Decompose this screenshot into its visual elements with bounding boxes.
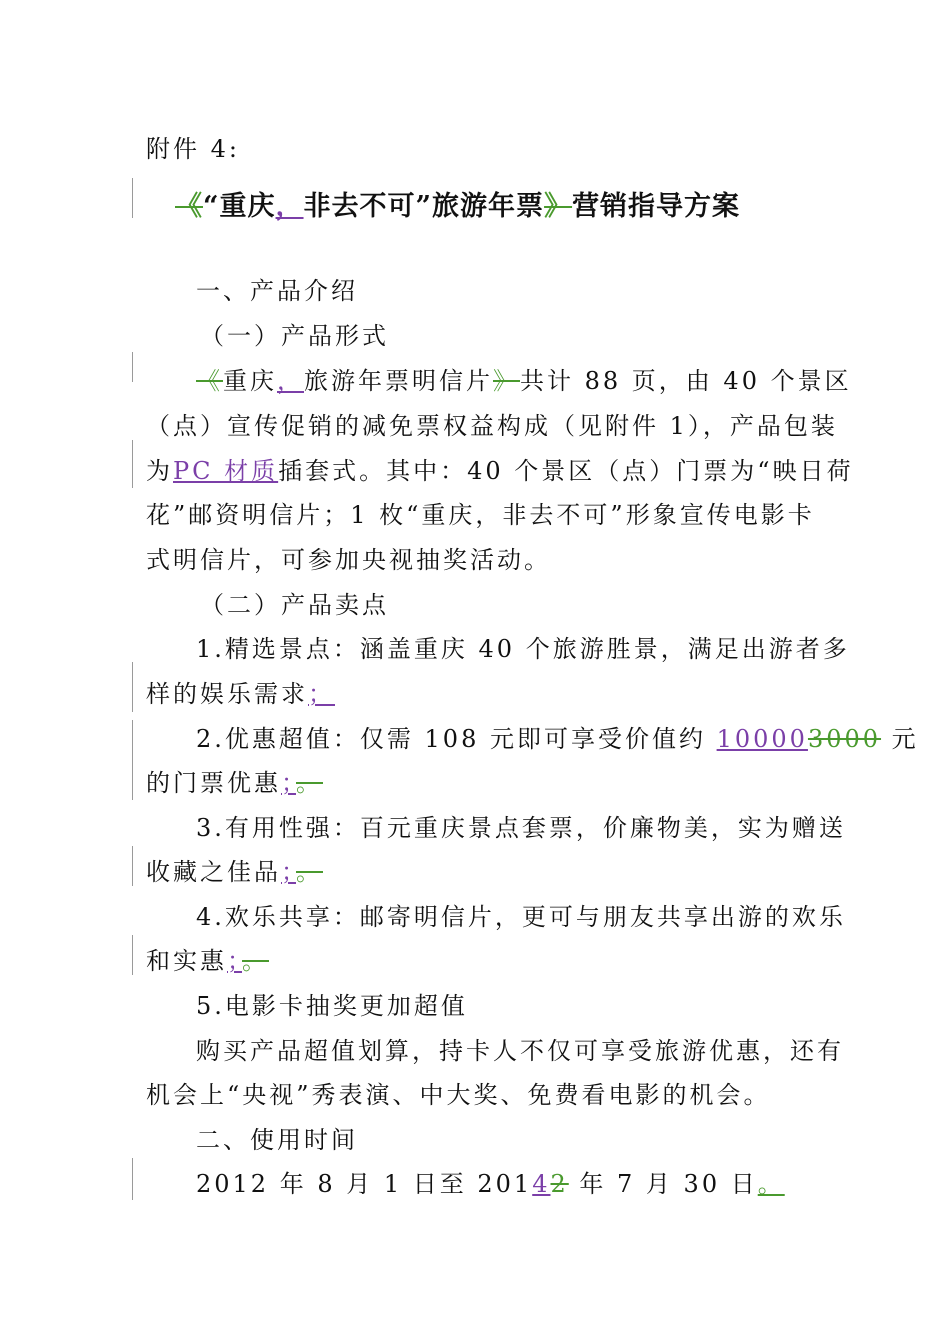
paragraph-line: 式明信片，可参加央视抽奖活动。 [146,546,551,574]
selling-point-4: 4.欢乐共享：邮寄明信片，更可与朋友共享出游的欢乐 [196,903,846,931]
change-bar [132,440,133,488]
paragraph-line: 花”邮资明信片；1 枚“重庆，非去不可”形象宣传电影卡 [146,501,815,529]
selling-point-2: 2.优惠超值：仅需 108 元即可享受价值约 100003000 元 [196,725,919,753]
attachment-label: 附件 4: [146,135,240,163]
selling-point-1: 1.精选景点：涵盖重庆 40 个旅游胜景，满足出游者多 [196,635,850,663]
paragraph-line: 购买产品超值划算，持卡人不仅可享受旅游优惠，还有 [196,1037,844,1065]
change-bar [132,846,133,886]
change-bar [132,662,133,712]
section-heading: 一、产品介绍 [196,277,358,305]
subsection-heading: （二）产品卖点 [200,591,389,619]
paragraph-line: 机会上“央视”秀表演、中大奖、免费看电影的机会。 [146,1081,771,1109]
change-bar [132,720,133,800]
paragraph-line: 为PC 材质插套式。其中：40 个景区（点）门票为“映日荷 [146,457,854,485]
selling-point-3: 3.有用性强：百元重庆景点套票，价廉物美，实为赠送 [196,814,846,842]
change-bar [132,1158,133,1200]
change-bar [132,935,133,975]
paragraph-line: 和实惠；。 [146,947,269,975]
paragraph-line: 收藏之佳品；。 [146,858,323,886]
change-bar [132,352,133,382]
change-bar [132,178,133,218]
paragraph-line: 样的娱乐需求； [146,680,335,708]
document-title: 《“重庆，非去不可”旅游年票》营销指导方案 [175,191,741,222]
subsection-heading: （一）产品形式 [200,322,389,350]
section-heading: 二、使用时间 [196,1126,358,1154]
selling-point-5: 5.电影卡抽奖更加超值 [196,992,468,1020]
paragraph-line: （点）宣传促销的减免票权益构成（见附件 1），产品包装 [146,412,838,440]
usage-period: 2012 年 8 月 1 日至 20142 年 7 月 30 日。 [196,1170,785,1198]
paragraph-line: 《重庆，旅游年票明信片》共计 88 页，由 40 个景区 [196,367,852,395]
paragraph-line: 的门票优惠；。 [146,769,323,797]
